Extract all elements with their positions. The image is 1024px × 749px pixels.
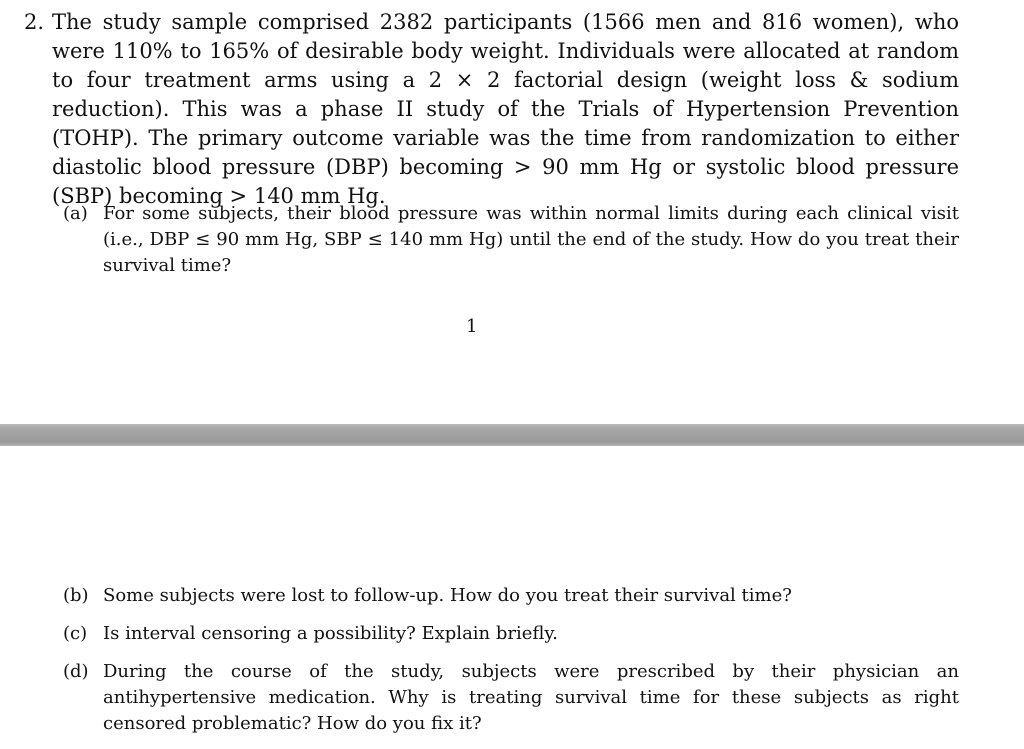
page-number: 1: [466, 316, 478, 337]
part-c-text: Is interval censoring a possibility? Explain briefly.: [103, 623, 558, 644]
part-a-text: For some subjects, their blood pressure was within normal limits during each clinical visit (i.e., DBP ≤ 90 mm Hg, SBP ≤ 140 mm Hg) until the end of the study. How do you treat their survival time?: [103, 203, 959, 276]
part-c-label: (c): [63, 623, 88, 644]
problem-statement: The study sample comprised 2382 participants (1566 men and 816 women), who were 110% to 165% of desirable body weight. Individuals were allocated at random to four treatment arms using a 2 × 2 factorial design (weight loss & sodium reduction). This was a phase II study of the Trials of Hypertension Prevention (TOHP). The primary outcome variable was the time from randomization to either diastolic blood pressure (DBP) becoming > 90 mm Hg or systolic blood pressure (SBP) becoming > 140 mm Hg.: [52, 10, 959, 208]
problem-number: 2.: [24, 10, 45, 34]
part-b-label: (b): [63, 585, 89, 606]
part-d-text: During the course of the study, subjects were prescribed by their physician an antihypertensive medication. Why is treating survival time for these subjects as right censored problematic? How do you fix it?: [103, 661, 959, 734]
part-a-label: (a): [63, 203, 88, 224]
part-d-label: (d): [63, 661, 89, 682]
page-separator: [0, 424, 1024, 446]
part-b-text: Some subjects were lost to follow-up. How do you treat their survival time?: [103, 585, 792, 606]
